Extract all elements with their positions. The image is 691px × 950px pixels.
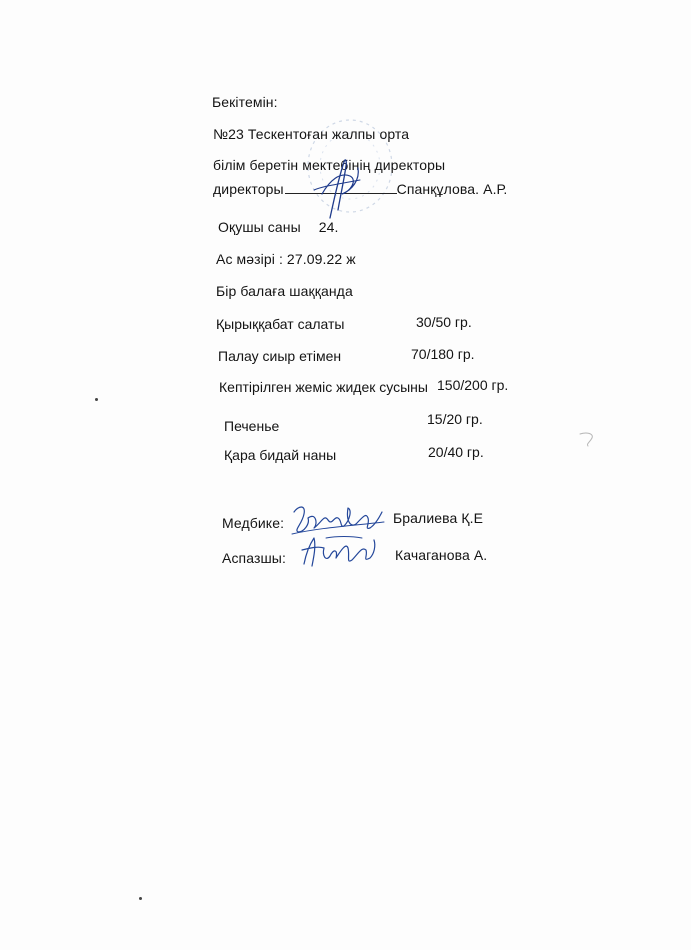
menu-item-name: Кептірілген жеміс жидек сусыны <box>219 379 428 395</box>
director-name: Спанқұлова. А.Р. <box>396 181 508 197</box>
nurse-label: Медбике: <box>222 515 285 531</box>
menu-item-name: Палау сиыр етімен <box>218 348 342 364</box>
scan-speck <box>95 398 98 401</box>
menu-item-portion: 15/20 гр. <box>427 411 483 427</box>
menu-item-portion: 20/40 гр. <box>428 444 484 460</box>
school-name-line-2: білім беретін мектебінің директоры <box>213 157 446 173</box>
per-child-heading: Бір балаға шаққанда <box>216 283 353 299</box>
margin-mark <box>576 430 600 450</box>
students-count: 24. <box>318 219 339 235</box>
menu-item-portion: 30/50 гр. <box>416 314 472 330</box>
approve-heading: Бекітемін: <box>212 94 278 110</box>
menu-item-name: Печенье <box>224 418 280 434</box>
nurse-name: Бралиева Қ.Е <box>393 510 484 526</box>
menu-item-portion: 70/180 гр. <box>411 346 475 362</box>
scan-speck <box>139 897 142 900</box>
menu-item-name: Қара бидай наны <box>224 447 337 463</box>
students-label: Оқушы саны <box>218 219 301 235</box>
director-line <box>213 180 507 198</box>
signature-underline <box>285 180 397 194</box>
students-line <box>218 218 339 236</box>
cook-name: Качаганова А. <box>395 547 488 563</box>
school-name-line-1: №23 Тескентоған жалпы орта <box>213 126 410 142</box>
nurse-signature <box>288 498 388 540</box>
menu-item-name: Қырыққабат салаты <box>216 316 345 332</box>
cook-label: Аспазшы: <box>222 550 286 566</box>
director-label: директоры <box>213 181 284 197</box>
cook-signature <box>296 532 381 572</box>
menu-date-line: Ас мәзірі : 27.09.22 ж <box>216 251 356 267</box>
menu-item-portion: 150/200 гр. <box>437 377 509 393</box>
